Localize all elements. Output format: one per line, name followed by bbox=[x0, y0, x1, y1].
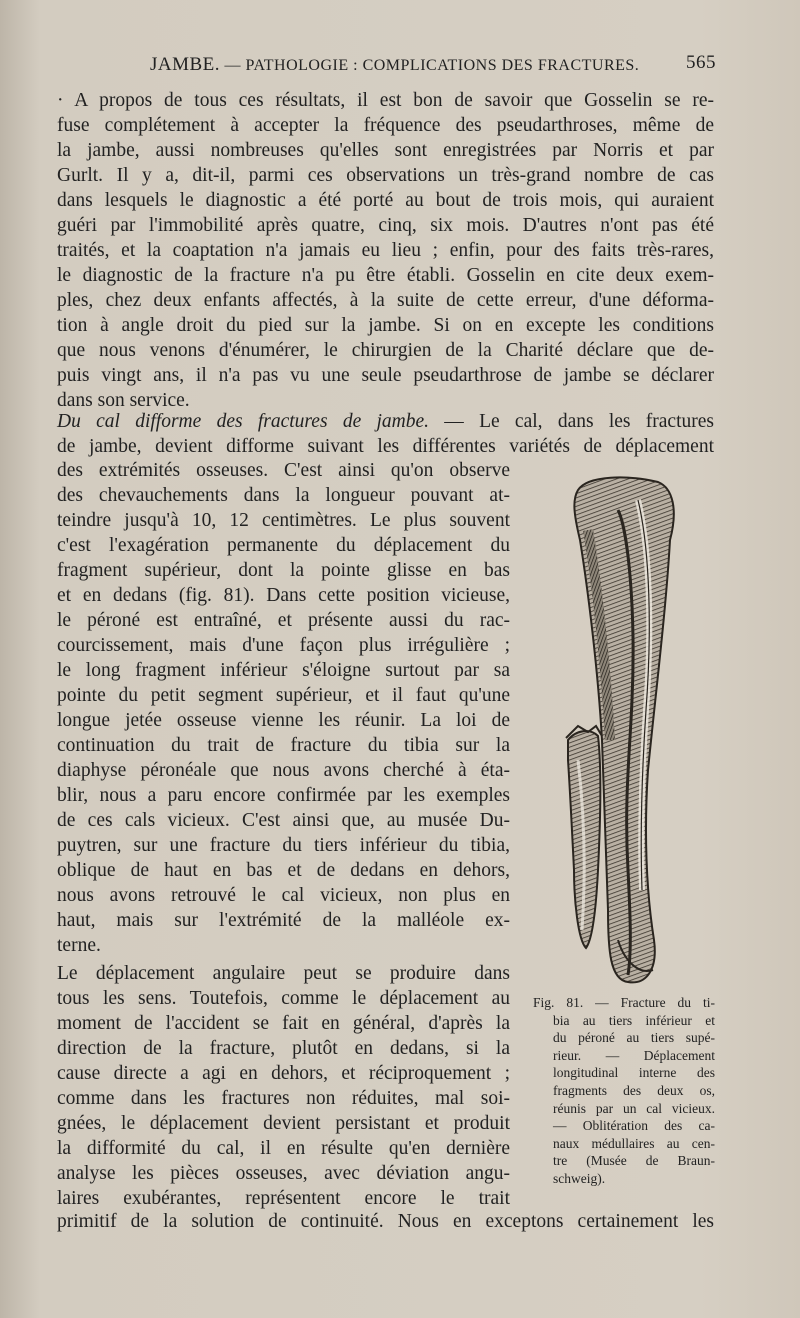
running-header bbox=[150, 50, 716, 80]
text-line: laires exubérantes, représentent encore le trait bbox=[57, 1188, 510, 1209]
running-title-main: JAMBE. bbox=[150, 54, 221, 75]
text-line: la jambe, aussi nombreuses qu'elles sont enregistrées par Norris et par bbox=[57, 140, 714, 161]
text-line: blir, nous a paru encore confirmée par les exemples bbox=[57, 785, 510, 806]
caption-line: réunis par un cal vicieux. bbox=[553, 1100, 715, 1116]
heading-continuation: — Le cal, dans les fractures bbox=[429, 411, 714, 432]
text-line: nous avons retrouvé le cal vicieux, non plus en bbox=[57, 885, 510, 906]
page-number: 565 bbox=[686, 52, 716, 73]
text-line bbox=[57, 409, 714, 434]
caption-line: schweig). bbox=[553, 1170, 606, 1186]
text-line: diaphyse péronéale que nous avons cherché à éta- bbox=[57, 760, 510, 781]
text-line: direction de la fracture, plutôt en dedans, si la bbox=[57, 1038, 510, 1059]
text-line: de ces cals vicieux. C'est ainsi que, au musée Du- bbox=[57, 810, 510, 831]
text-line: le long fragment inférieur s'éloigne surtout par sa bbox=[57, 660, 510, 681]
text-line: teindre jusqu'à 10, 12 centimètres. Le plus souvent bbox=[57, 510, 510, 531]
text-line: moment de l'accident se fait en général, d'après la bbox=[57, 1013, 510, 1034]
text-line: et en dedans (fig. 81). Dans cette position vicieuse, bbox=[57, 585, 510, 606]
text-line: terne. bbox=[57, 935, 101, 956]
text-line: c'est l'exagération permanente du déplacement du bbox=[57, 535, 510, 556]
fractured-bone-drawing bbox=[558, 470, 688, 990]
running-title bbox=[150, 54, 639, 76]
text-line: fuse complétement à accepter la fréquence des pseudarthroses, même de bbox=[57, 115, 714, 136]
text-line: oblique de haut en bas et de dedans en dehors, bbox=[57, 860, 510, 881]
paragraph-cal-difforme-body bbox=[57, 458, 510, 958]
figure-81-caption bbox=[533, 994, 715, 1188]
caption-line: naux médullaires au cen- bbox=[553, 1135, 715, 1151]
text-line: gnées, le déplacement devient persistant et produit bbox=[57, 1113, 510, 1134]
text-line: pointe du petit segment supérieur, et il faut qu'une bbox=[57, 685, 510, 706]
text-line: ples, chez deux enfants affectés, à la suite de cette erreur, d'une déforma- bbox=[57, 290, 714, 311]
text-line: primitif de la solution de continuité. Nous en exceptons certainement les bbox=[57, 1211, 714, 1232]
text-line: des extrémités osseuses. C'est ainsi qu'on observe bbox=[57, 460, 510, 481]
text-line: de jambe, devient difforme suivant les différentes variétés de déplacement bbox=[57, 436, 714, 457]
text-line: analyse les pièces osseuses, avec déviation angu- bbox=[57, 1163, 510, 1184]
caption-line: fragments des deux os, bbox=[553, 1082, 715, 1098]
caption-line: tre (Musée de Braun- bbox=[553, 1153, 715, 1169]
text-line: des chevauchements dans la longueur pouvant at- bbox=[57, 485, 510, 506]
paragraph-gosselin bbox=[57, 88, 714, 413]
text-line: Le déplacement angulaire peut se produire dans bbox=[57, 963, 510, 984]
caption-line: rieur. — Déplacement bbox=[553, 1047, 715, 1063]
text-line: puytren, sur une fracture du tiers inférieur du tibia, bbox=[57, 835, 510, 856]
caption-line: longitudinal interne des bbox=[553, 1065, 715, 1081]
text-line: la difformité du cal, il en résulte qu'en dernière bbox=[57, 1138, 510, 1159]
text-line: que nous venons d'énumérer, le chirurgien de la Charité déclare que de- bbox=[57, 340, 714, 361]
text-line: fragment supérieur, dont la pointe glisse en bas bbox=[57, 560, 510, 581]
text-line: dans lesquels le diagnostic a été porté au bout de trois mois, qui auraient bbox=[57, 190, 714, 211]
paragraph-cal-difforme-heading bbox=[57, 409, 714, 459]
caption-line: bia au tiers inférieur et bbox=[553, 1012, 715, 1028]
text-line: le diagnostic de la fracture n'a pu être établi. Gosselin en cite deux exem- bbox=[57, 265, 714, 286]
text-line: longue jetée osseuse vienne les réunir. La loi de bbox=[57, 710, 510, 731]
text-line: continuation du trait de fracture du tibia sur la bbox=[57, 735, 510, 756]
caption-line: Fig. 81. — Fracture du ti- bbox=[533, 995, 715, 1010]
text-line: haut, mais sur l'extrémité de la malléole ex- bbox=[57, 910, 510, 931]
text-line: Gurlt. Il y a, dit-il, parmi ces observations un très-grand nombre de cas bbox=[57, 165, 714, 186]
text-line: · A propos de tous ces résultats, il est bon de savoir que Gosselin se re- bbox=[57, 90, 714, 111]
paragraph-deplacement-angulaire bbox=[57, 961, 510, 1211]
paragraph-final-line bbox=[57, 1209, 714, 1234]
text-line: traités, et la coaptation n'a jamais eu lieu ; enfin, pour des faits très-rares, bbox=[57, 240, 714, 261]
figure-81-illustration bbox=[558, 470, 688, 990]
text-line: comme dans les fractures non réduites, mal soi- bbox=[57, 1088, 510, 1109]
caption-line: — Oblitération des ca- bbox=[553, 1118, 715, 1134]
caption-line: du péroné au tiers supé- bbox=[553, 1030, 715, 1046]
text-line: cause directe a agi en dehors, et réciproquement ; bbox=[57, 1063, 510, 1084]
text-line: dans son service. bbox=[57, 390, 190, 411]
section-heading: Du cal difforme des fractures de jambe. bbox=[57, 411, 430, 432]
text-line: courcissement, mais d'une façon plus irrégulière ; bbox=[57, 635, 510, 656]
text-line: puis vingt ans, il n'a pas vu une seule pseudarthrose de jambe se déclarer bbox=[57, 365, 714, 386]
text-line: tous les sens. Toutefois, comme le déplacement au bbox=[57, 988, 510, 1009]
text-line: guéri par l'immobilité après quatre, cinq, six mois. D'autres n'ont pas été bbox=[57, 215, 714, 236]
running-title-rest: — PATHOLOGIE : COMPLICATIONS DES FRACTURES. bbox=[220, 57, 640, 74]
text-line: le péroné est entraîné, et présente aussi du rac- bbox=[57, 610, 510, 631]
text-line: tion à angle droit du pied sur la jambe. Si on en excepte les conditions bbox=[57, 315, 714, 336]
